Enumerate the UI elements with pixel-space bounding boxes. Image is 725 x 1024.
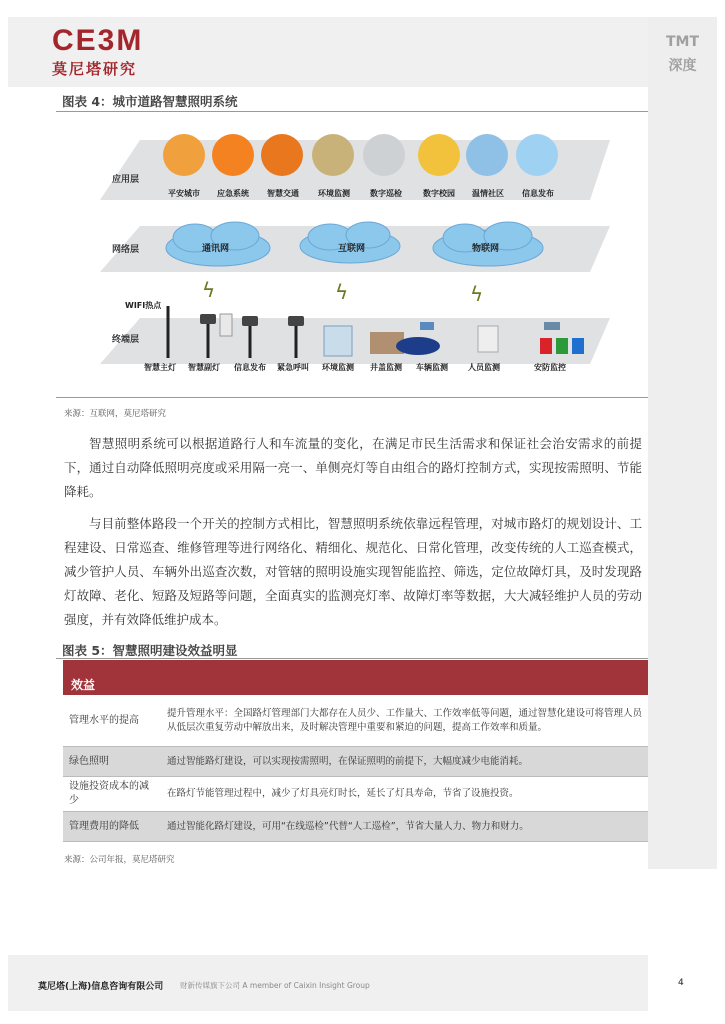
side-band (648, 17, 717, 869)
app-label: 数字校园 (423, 189, 455, 198)
layer-terminal-label: 终端层 (112, 335, 140, 345)
cloud-label-internet: 互联网 (338, 244, 366, 254)
app-label: 应急系统 (217, 189, 249, 198)
signal-bolt-icon: ϟ (202, 278, 216, 302)
cloud-label-telecom: 通讯网 (202, 244, 230, 254)
row-desc: 通过智能化路灯建设，可用“在线巡检”代替“人工巡检”，节省大量人力、物力和财力。 (167, 820, 529, 832)
table-row (63, 747, 648, 777)
logo-mark: CE3M (52, 24, 144, 57)
side-tag-type: 深度 (668, 58, 697, 74)
figure5-top-rule (56, 658, 648, 659)
page-number: 4 (678, 978, 684, 988)
terminal-label: 紧急呼叫 (277, 363, 309, 372)
terminal-label: 环境监测 (322, 363, 354, 372)
table-header: 效益 (63, 660, 648, 695)
layer-network-label: 网络层 (112, 245, 140, 255)
smart-lighting-diagram (100, 118, 610, 386)
terminal-label: 智慧主灯 (144, 363, 176, 372)
row-name: 设施投资成本的减少 (69, 781, 149, 806)
wifi-hotspot-label: WIFI热点 (125, 301, 162, 310)
row-desc: 提升管理水平：全国路灯管理部门大都存在人员少、工作量大、工作效率低等问题，通过智慧化建设可将管理人员从低层次重复劳动中解放出来，及时解决管理中重要和紧迫的问题，提高工作效率和质量。 (167, 707, 643, 733)
benefit-table (63, 660, 648, 842)
row-desc: 在路灯节能管理过程中，减少了灯具亮灯时长，延长了灯具寿命，节省了设施投资。 (167, 788, 519, 799)
app-label: 智慧交通 (267, 189, 299, 198)
side-tag-category: TMT (665, 34, 700, 50)
terminal-label: 井盖监测 (370, 363, 402, 372)
terminal-label: 智慧副灯 (188, 363, 220, 372)
cloud-label-iot: 物联网 (472, 244, 500, 254)
layer-app-label: 应用层 (112, 175, 140, 185)
row-name: 管理费用的降低 (69, 820, 139, 832)
figure4-title: 图表 4：城市道路智慧照明系统 (62, 94, 238, 109)
table-row (63, 777, 648, 812)
figure4-source: 来源：互联网，莫尼塔研究 (64, 409, 167, 419)
signal-bolt-icon: ϟ (335, 280, 349, 304)
row-desc: 通过智能路灯建设，可以实现按需照明，在保证照明的前提下，大幅度减少电能消耗。 (167, 755, 529, 767)
app-label: 平安城市 (168, 189, 200, 198)
table-row (63, 812, 648, 842)
logo-subtitle: 莫尼塔研究 (52, 60, 138, 78)
figure4-top-rule (56, 111, 648, 112)
figure4-bottom-rule (56, 397, 648, 398)
side-tag (648, 30, 717, 78)
app-label: 温情社区 (472, 189, 504, 198)
figure5-source: 来源：公司年报，莫尼塔研究 (64, 855, 175, 865)
app-label: 数字巡检 (370, 189, 402, 198)
footer-subtitle: 财新传媒旗下公司 A member of Caixin Insight Group (180, 981, 370, 990)
terminal-label: 信息发布 (234, 363, 266, 372)
paragraph-1: 智慧照明系统可以根据道路行人和车流量的变化，在满足市民生活需求和保证社会治安需求的前提下，通过自动降低照明亮度或采用隔一亮一、单侧亮灯等自由组合的路灯控制方式，实现按需照明、节能降耗。 (64, 436, 642, 499)
row-name: 管理水平的提高 (69, 714, 139, 726)
footer-company: 莫尼塔(上海)信息咨询有限公司 (38, 982, 164, 992)
row-name: 绿色照明 (69, 755, 109, 767)
terminal-label: 安防监控 (534, 363, 566, 372)
table-row (63, 695, 648, 747)
paragraph-2: 与目前整体路段一个开关的控制方式相比，智慧照明系统依靠远程管理，对城市路灯的规划设计、工程建设、日常巡查、维修管理等进行网络化、精细化、规范化、日常化管理，改变传统的人工巡查模式，减少管护人员、车辆外出巡查次数，对管辖的照明设施实现智能监控、筛选，定位故障灯具，及时发现路灯故障、老化、短路及短路等问题，全面真实的监测亮灯率、故障灯率等数据，大大减轻维护人员的劳动强度，并有效降低维护成本。 (64, 516, 642, 627)
figure5-title: 图表 5：智慧照明建设效益明显 (62, 643, 238, 658)
terminal-devices (100, 118, 610, 386)
logo (52, 26, 143, 79)
app-label: 信息发布 (522, 189, 554, 198)
terminal-label: 车辆监测 (416, 363, 448, 372)
app-label: 环境监测 (318, 189, 350, 198)
signal-bolt-icon: ϟ (470, 282, 484, 306)
terminal-label: 人员监测 (468, 363, 500, 372)
